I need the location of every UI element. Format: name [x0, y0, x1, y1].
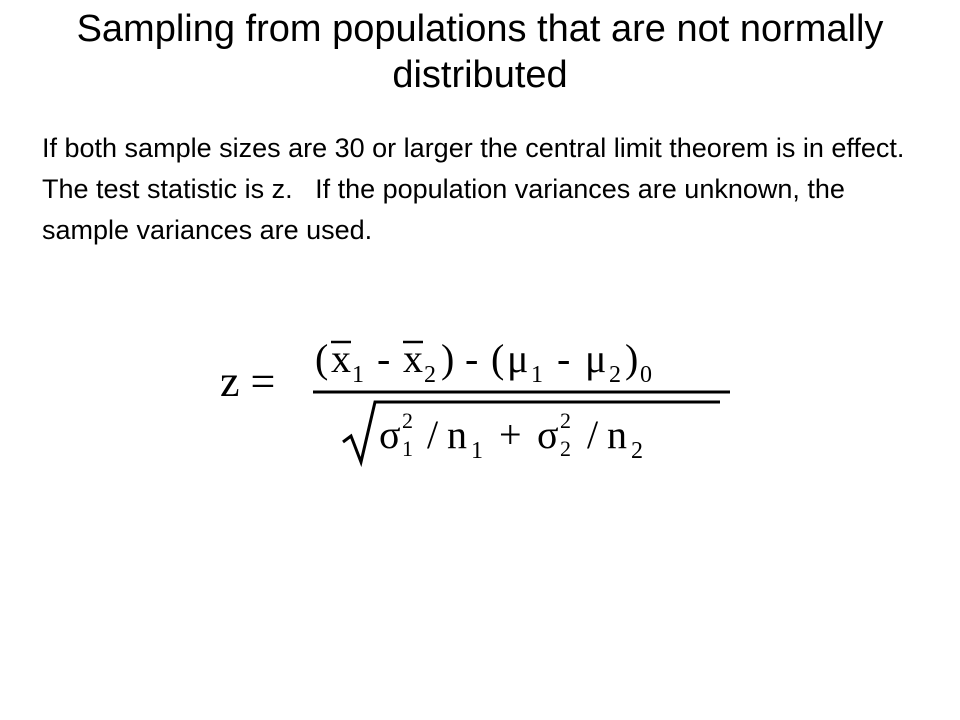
- svg-text:/: /: [427, 412, 439, 457]
- formula-denominator: [343, 402, 720, 464]
- svg-text:2: 2: [424, 362, 436, 388]
- svg-text:x: x: [403, 336, 423, 381]
- svg-text:(: (: [491, 336, 505, 381]
- svg-text:1: 1: [402, 436, 413, 461]
- svg-text:n: n: [447, 412, 467, 457]
- svg-text:+: +: [499, 412, 522, 457]
- formula-graphic: [215, 330, 745, 470]
- svg-text:2: 2: [560, 436, 571, 461]
- svg-text:/: /: [587, 412, 599, 457]
- svg-text:1: 1: [531, 362, 543, 388]
- svg-text:-: -: [557, 336, 571, 381]
- formula-lhs: z =: [220, 357, 276, 406]
- svg-text:1: 1: [352, 362, 364, 388]
- svg-text:σ: σ: [379, 412, 401, 457]
- svg-text:2: 2: [560, 408, 571, 433]
- formula-numerator: [315, 336, 652, 388]
- svg-text:): ): [441, 336, 455, 381]
- svg-text:-: -: [465, 336, 479, 381]
- svg-text:(: (: [315, 336, 329, 381]
- svg-text:2: 2: [609, 362, 621, 388]
- svg-text:x: x: [331, 336, 351, 381]
- z-statistic-formula: [215, 330, 745, 470]
- svg-text:2: 2: [631, 438, 643, 464]
- svg-text:σ: σ: [537, 412, 559, 457]
- slide-title: Sampling from populations that are not normally distributed: [76, 8, 884, 96]
- svg-text:-: -: [377, 336, 391, 381]
- svg-text:1: 1: [471, 438, 483, 464]
- svg-text:): ): [625, 336, 639, 381]
- svg-text:0: 0: [640, 362, 652, 388]
- svg-text:μ: μ: [585, 336, 607, 381]
- svg-text:n: n: [607, 412, 627, 457]
- slide-body-text: If both sample sizes are 30 or larger the central limit theorem is in effect. The test statistic is z. If the population variances are unknown, the sample variances are used.: [42, 133, 919, 245]
- svg-text:μ: μ: [507, 336, 529, 381]
- svg-text:2: 2: [402, 408, 413, 433]
